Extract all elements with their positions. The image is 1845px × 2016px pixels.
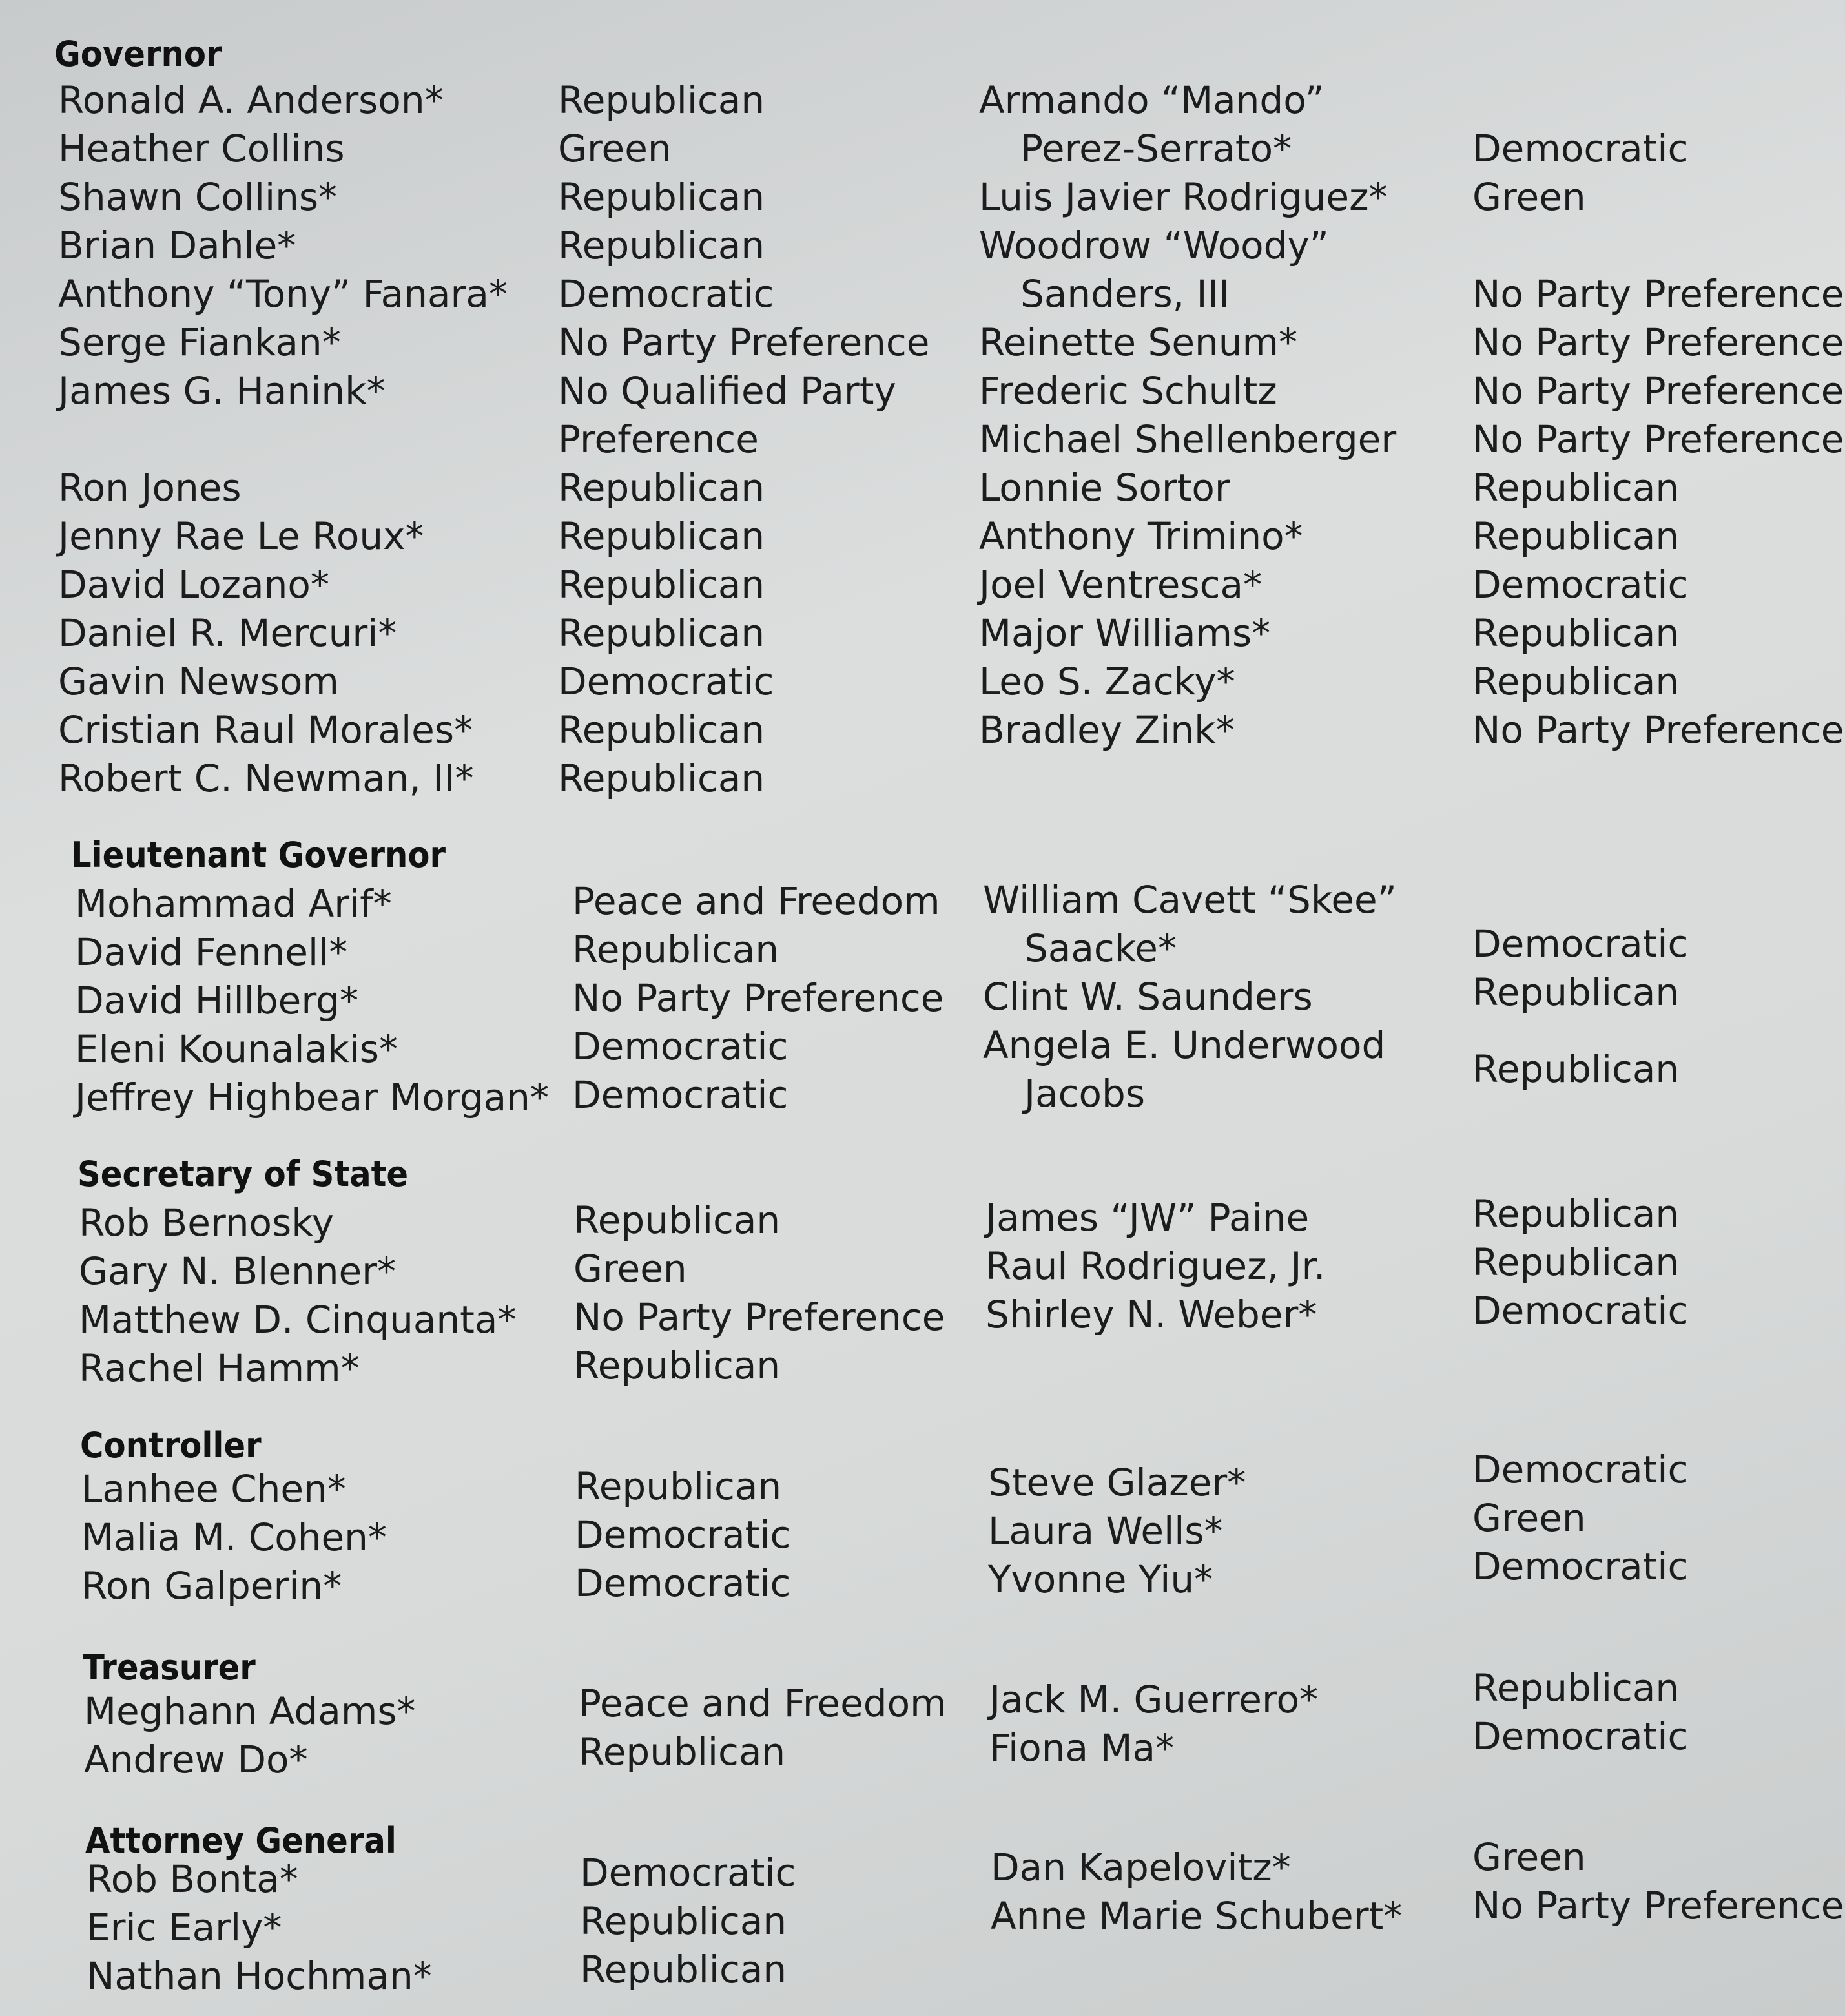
candidate-name: Leo S. Zacky*	[979, 660, 1235, 703]
left-names-column	[79, 1199, 516, 1393]
left-names-column	[84, 1687, 416, 1784]
candidate-name: Ron Jones	[58, 466, 242, 510]
candidate-party: Republican	[580, 1899, 787, 1943]
section-title: Attorney General	[85, 1820, 397, 1861]
candidate-name: Matthew D. Cinquanta*	[79, 1298, 517, 1342]
section-title: Treasurer	[83, 1647, 256, 1688]
right-names-column	[988, 1459, 1246, 1604]
left-names-column	[87, 1855, 432, 2000]
candidate-party: Republican	[558, 78, 765, 122]
candidate-party: Republican	[573, 1198, 781, 1242]
candidate-party: Republican	[1472, 660, 1680, 703]
candidate-party: Republican	[558, 563, 765, 607]
candidate-party: Democratic	[558, 660, 774, 703]
left-party-column	[558, 76, 929, 803]
name-line-continued: Perez-Serrato*	[1020, 127, 1292, 171]
candidate-party: Peace and Freedom	[572, 879, 940, 923]
candidate-party: Republican	[573, 1344, 781, 1387]
row-spacer	[1472, 222, 1844, 270]
candidate-name: Heather Collins	[58, 127, 345, 171]
name-line: Woodrow “Woody”	[979, 223, 1329, 267]
candidate-party: Democratic	[575, 1561, 791, 1605]
candidate-party: Republican	[575, 1464, 782, 1508]
candidate-party: Democratic	[580, 1851, 796, 1895]
candidate-name: David Lozano*	[58, 563, 329, 607]
candidate-party: Democratic	[1472, 1714, 1689, 1758]
left-party-column	[580, 1849, 796, 1994]
candidate-party: Green	[1472, 175, 1586, 219]
right-party-column	[1472, 125, 1844, 754]
candidate-name: Anthony Trimino*	[979, 514, 1303, 558]
candidate-party: Green	[1472, 1496, 1586, 1540]
candidate-name: Yvonne Yiu*	[988, 1557, 1213, 1601]
candidate-name: Rob Bonta*	[87, 1857, 298, 1901]
candidate-party: Democratic	[1472, 922, 1689, 966]
candidate-name: Joel Ventresca*	[979, 563, 1263, 607]
left-party-column	[572, 877, 943, 1119]
candidate-party: Democratic	[572, 1073, 789, 1117]
candidate-party: Republican	[1472, 1240, 1680, 1284]
candidate-name: Anthony “Tony” Fanara*	[58, 272, 508, 316]
candidate-party: Republican	[1472, 1192, 1680, 1236]
candidate-party: Republican	[572, 928, 779, 972]
candidate-name: Robert C. Newman, II*	[58, 756, 474, 800]
candidate-name	[983, 876, 1397, 973]
candidate-name: Gary N. Blenner*	[79, 1249, 396, 1293]
candidate-party: Republican	[1472, 970, 1680, 1014]
name-line-continued: Sanders, III	[1020, 272, 1230, 316]
candidate-party: Democratic	[1472, 1448, 1689, 1491]
candidate-party: Democratic	[1472, 127, 1689, 171]
candidate-name	[979, 76, 1396, 173]
left-names-column	[58, 76, 508, 803]
candidate-name: Reinette Senum*	[979, 320, 1298, 364]
candidate-name: Lanhee Chen*	[81, 1467, 346, 1511]
candidate-name: Malia M. Cohen*	[81, 1515, 387, 1559]
candidate-name: Mohammad Arif*	[75, 882, 392, 926]
candidate-name: Gavin Newsom	[58, 660, 339, 703]
candidate-party: Republican	[1472, 466, 1680, 510]
candidate-name: Jeffrey Highbear Morgan*	[75, 1076, 549, 1119]
candidate-name: Shirley N. Weber*	[985, 1293, 1317, 1336]
candidate-party: No Party Preference	[573, 1295, 945, 1339]
section-title: Controller	[80, 1425, 262, 1466]
left-party-column	[573, 1196, 945, 1390]
candidate-name: Bradley Zink*	[979, 708, 1235, 752]
candidate-name: Fiona Ma*	[989, 1726, 1175, 1770]
candidate-name: James “JW” Paine	[985, 1196, 1310, 1240]
candidate-party: No Party Preference	[1472, 272, 1844, 316]
candidate-name: Lonnie Sortor	[979, 466, 1230, 510]
candidate-party: Republican	[558, 708, 765, 752]
candidate-name: Frederic Schultz	[979, 369, 1277, 413]
candidate-name: Major Williams*	[979, 611, 1271, 655]
candidate-name: Rob Bernosky	[79, 1201, 335, 1245]
candidate-name: Daniel R. Mercuri*	[58, 611, 397, 655]
candidate-name: James G. Hanink*	[58, 369, 386, 413]
candidate-party: Republican	[1472, 611, 1680, 655]
candidate-party: Green	[558, 127, 672, 171]
candidate-party: Republican	[558, 756, 765, 800]
candidate-party: Democratic	[572, 1024, 789, 1068]
candidate-party: Republican	[1472, 1047, 1680, 1091]
candidate-name: Jack M. Guerrero*	[989, 1678, 1319, 1721]
candidate-name: Steve Glazer*	[988, 1460, 1246, 1504]
candidate-party: Democratic	[575, 1513, 791, 1557]
candidate-name: Meghann Adams*	[84, 1689, 416, 1733]
candidate-party: No Party Preference	[1472, 708, 1844, 752]
candidate-party: Republican	[558, 175, 765, 219]
right-names-column	[989, 1676, 1318, 1772]
right-party-column	[1472, 920, 1688, 1094]
candidate-name: Eric Early*	[87, 1906, 282, 1949]
candidate-party: Peace and Freedom	[579, 1681, 947, 1725]
candidate-party: Republican	[580, 1948, 787, 1991]
candidate-name	[979, 222, 1396, 318]
section-title: Governor	[54, 34, 222, 74]
name-line-continued: Jacobs	[1024, 1072, 1146, 1116]
candidate-name: Andrew Do*	[84, 1738, 308, 1782]
candidate-name: Clint W. Saunders	[983, 975, 1313, 1019]
candidate-name: Ronald A. Anderson*	[58, 78, 444, 122]
left-names-column	[75, 880, 549, 1122]
candidate-party: No Party Preference	[1472, 369, 1844, 413]
name-line: Armando “Mando”	[979, 78, 1324, 122]
right-party-column	[1472, 1833, 1844, 1930]
candidate-party: Republican	[558, 466, 765, 510]
candidate-party: Democratic	[1472, 1544, 1689, 1588]
name-line-continued: Saacke*	[1024, 926, 1177, 970]
candidate-name: Ron Galperin*	[81, 1564, 342, 1608]
candidate-party: Green	[1472, 1835, 1586, 1879]
right-names-column	[979, 76, 1396, 754]
candidate-name: David Hillberg*	[75, 979, 358, 1023]
right-names-column	[985, 1194, 1325, 1339]
candidate-party: Republican	[1472, 1666, 1680, 1710]
candidate-party: Republican	[579, 1730, 786, 1774]
candidate-name: Jenny Rae Le Roux*	[58, 514, 424, 558]
candidate-party: Republican	[558, 223, 765, 267]
candidate-party: No Party Preference	[1472, 417, 1844, 461]
candidate-name: Raul Rodriguez, Jr.	[985, 1244, 1326, 1288]
candidate-party: Republican	[558, 514, 765, 558]
candidate-name: David Fennell*	[75, 930, 348, 974]
name-line: Angela E. Underwood	[983, 1023, 1386, 1067]
candidate-party: No Party Preference	[572, 976, 944, 1020]
candidate-party: Democratic	[1472, 1289, 1689, 1333]
right-party-column	[1472, 1664, 1688, 1761]
candidate-party: Democratic	[558, 272, 774, 316]
candidate-name: Cristian Raul Morales*	[58, 708, 473, 752]
left-party-column	[579, 1679, 947, 1776]
candidate-name: Nathan Hochman*	[87, 1954, 432, 1998]
candidate-name: Dan Kapelovitz*	[991, 1845, 1291, 1889]
candidate-party: No Party Preference	[1472, 320, 1844, 364]
left-party-column	[575, 1462, 790, 1608]
candidate-name: Brian Dahle*	[58, 223, 296, 267]
candidate-party: Republican	[1472, 514, 1680, 558]
candidate-name: Luis Javier Rodriguez*	[979, 175, 1388, 219]
candidate-name: Rachel Hamm*	[79, 1346, 360, 1390]
candidate-name: Serge Fiankan*	[58, 320, 341, 364]
right-names-column	[983, 876, 1397, 1118]
row-spacer	[1472, 1017, 1688, 1045]
candidate-party: Republican	[558, 611, 765, 655]
candidate-party: Green	[573, 1247, 687, 1291]
section-title: Secretary of State	[77, 1154, 409, 1194]
candidate-name	[983, 1021, 1397, 1118]
candidate-name: Anne Marie Schubert*	[991, 1894, 1403, 1938]
party-line: No Qualified Party	[558, 369, 896, 413]
section-title: Lieutenant Governor	[71, 835, 446, 875]
candidate-name: Shawn Collins*	[58, 175, 338, 219]
candidate-name: Michael Shellenberger	[979, 417, 1397, 461]
right-party-column	[1472, 1190, 1688, 1335]
party-line-continued: Preference	[558, 417, 759, 461]
name-line: William Cavett “Skee”	[983, 878, 1397, 922]
candidate-party	[558, 367, 929, 464]
candidate-party: No Party Preference	[1472, 1884, 1844, 1928]
right-party-column	[1472, 1446, 1688, 1591]
candidate-name: Eleni Kounalakis*	[75, 1027, 398, 1071]
right-names-column	[991, 1844, 1402, 1940]
candidate-name: Laura Wells*	[988, 1509, 1223, 1553]
candidate-party: Democratic	[1472, 563, 1689, 607]
left-names-column	[81, 1465, 387, 1610]
candidate-party: No Party Preference	[558, 320, 930, 364]
